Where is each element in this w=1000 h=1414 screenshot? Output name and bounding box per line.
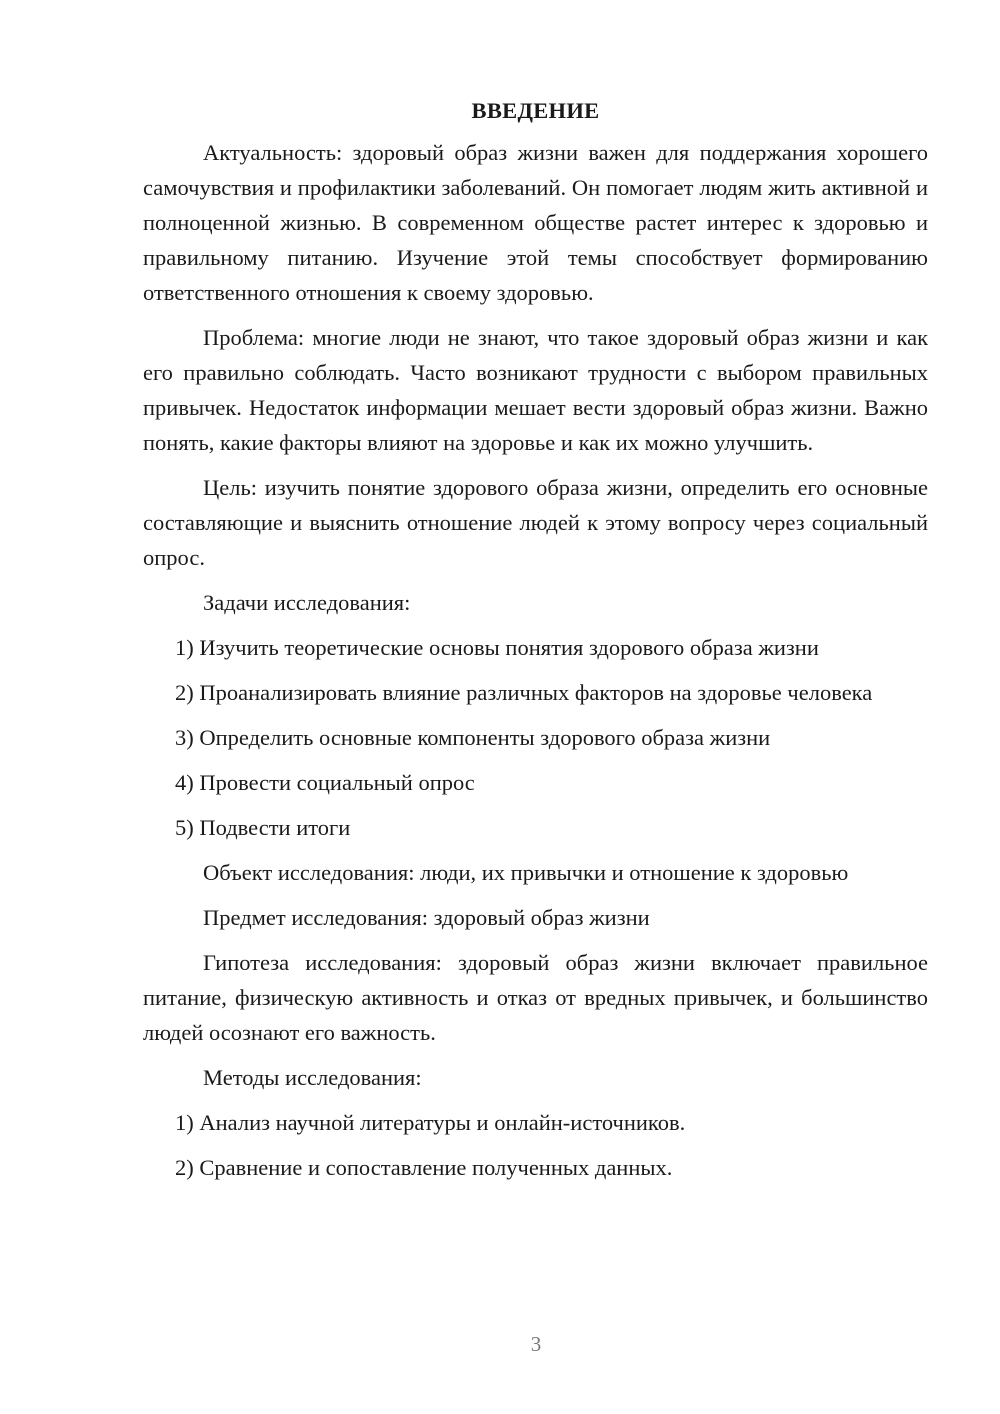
tasks-heading: Задачи исследования: bbox=[203, 590, 411, 615]
task-item: 3) Определить основные компоненты здорового образа жизни bbox=[175, 725, 771, 750]
page-content bbox=[143, 95, 928, 1195]
object-paragraph: Объект исследования: люди, их привычки и отношение к здоровью bbox=[203, 860, 849, 885]
goal-paragraph: Цель: изучить понятие здорового образа жизни, определить его основные составляющие и выяснить отношение людей к этому вопросу через социальный опрос. bbox=[143, 475, 928, 570]
relevance-paragraph: Актуальность: здоровый образ жизни важен для поддержания хорошего самочувствия и профилактики заболеваний. Он помогает людям жить активной и полноценной жизнью. В современном обществе растет интерес к здоровью и правильному питанию. Изучение этой темы способствует формированию ответственного отношения к своему здоровью. bbox=[143, 140, 928, 305]
subject-paragraph: Предмет исследования: здоровый образ жизни bbox=[203, 905, 650, 930]
task-item: 5) Подвести итоги bbox=[175, 815, 351, 840]
task-item: 4) Провести социальный опрос bbox=[175, 770, 475, 795]
problem-paragraph: Проблема: многие люди не знают, что такое здоровый образ жизни и как его правильно соблюдать. Часто возникают трудности с выбором правильных привычек. Недостаток информации мешает вести здоровый образ жизни. Важно понять, какие факторы влияют на здоровье и как их можно улучшить. bbox=[143, 325, 928, 455]
hypothesis-paragraph: Гипотеза исследования: здоровый образ жизни включает правильное питание, физическую активность и отказ от вредных привычек, и большинство людей осознают его важность. bbox=[143, 950, 928, 1045]
methods-heading: Методы исследования: bbox=[203, 1065, 422, 1090]
method-item: 2) Сравнение и сопоставление полученных данных. bbox=[175, 1155, 673, 1180]
task-item: 1) Изучить теоретические основы понятия здорового образа жизни bbox=[175, 635, 819, 660]
page-title: ВВЕДЕНИЕ bbox=[471, 98, 600, 123]
method-item: 1) Анализ научной литературы и онлайн-источников. bbox=[175, 1110, 686, 1135]
page-number: 3 bbox=[530, 1332, 542, 1356]
task-item: 2) Проанализировать влияние различных факторов на здоровье человека bbox=[175, 680, 873, 705]
